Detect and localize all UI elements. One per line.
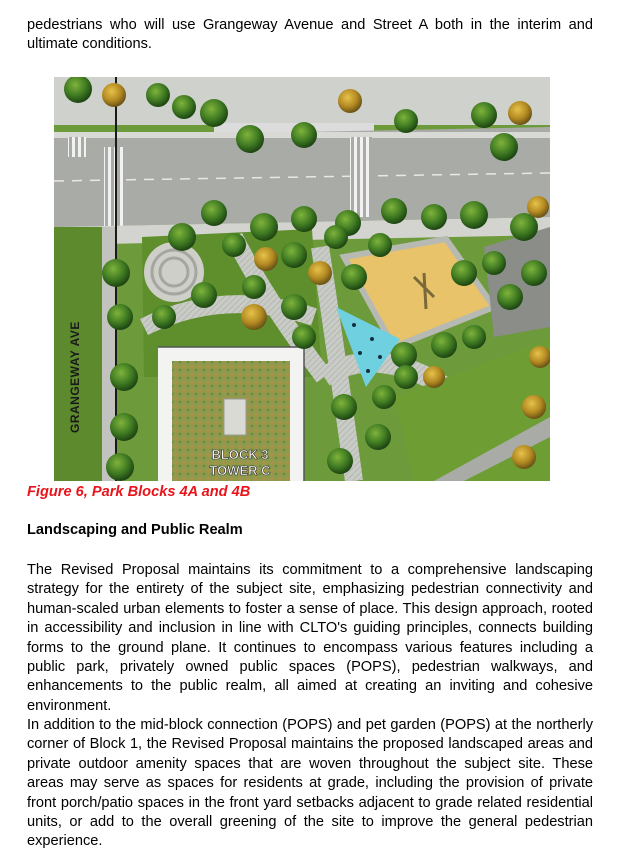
site-plan-figure — [54, 77, 550, 481]
intro-paragraph: pedestrians who will use Grangeway Avenue and Street A both in the interim and ultimate conditions. — [27, 17, 593, 53]
block-label-line1: BLOCK 3 — [211, 447, 269, 462]
body-paragraph-2: In addition to the mid-block connection (POPS) and pet garden (POPS) at the northerly corner of Block 1, the Revised Proposal maintains the proposed landscaped areas and private outdoor amenity spaces that are woven throughout the subject site. These areas may serve as spaces for residents at grade, including the provision of private front porch/patio spaces in the front yard setbacks adjacent to grade related residential units, or add to the overall greening of the site to improve the general pedestrian experience. — [27, 717, 593, 850]
block-label-line2: TOWER C — [209, 463, 271, 478]
section-heading: Landscaping and Public Realm — [27, 522, 243, 538]
figure-caption: Figure 6, Park Blocks 4A and 4B — [27, 484, 251, 500]
street-label: GRANGEWAY AVE — [68, 321, 82, 433]
body-paragraph-1: The Revised Proposal maintains its commitment to a comprehensive landscaping strategy for the entirety of the subject site, emphasizing pedestrian connectivity and human-scaled urban elements to foster a sense of place. This design approach, rooted in accessibility and inclusion in line with CLTO's guiding principles, connects building forms to the ground plane. It continues to encompass various features including a public park, privately owned public spaces (POPS), pedestrian walkways, and enhancements to the public realm, all aimed at creating an inviting and cohesive environment. — [27, 562, 593, 714]
